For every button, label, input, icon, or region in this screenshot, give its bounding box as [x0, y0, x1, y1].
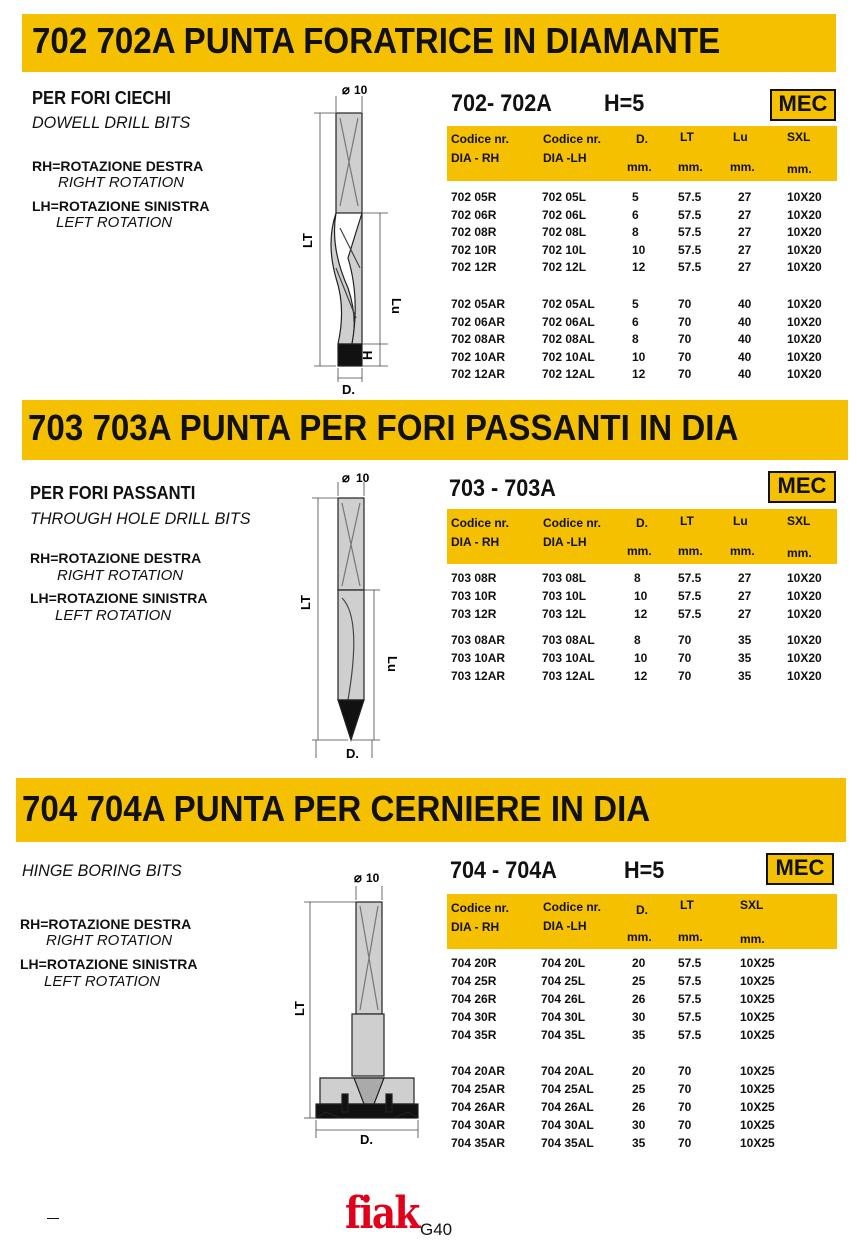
table-header-cell: Codice nr. [543, 516, 602, 530]
table-header-cell: mm. [787, 546, 812, 560]
table-cell: 57.5 [678, 242, 702, 257]
drawing-diameter-value: 10 [354, 83, 368, 97]
table-cell: 10X25 [740, 1010, 775, 1024]
table-cell: 703 10L [542, 589, 587, 603]
table-cell: 704 30R [451, 1010, 497, 1024]
table-cell: 10 [634, 651, 648, 665]
page-number: G40 [420, 1220, 453, 1239]
drawing-diameter-label: ⌀ [354, 870, 362, 885]
table-cell: 704 30AR [451, 1118, 506, 1132]
table-cell: 10X20 [787, 242, 822, 257]
table-header-cell: mm. [627, 544, 652, 558]
section-703-drill-drawing [290, 468, 410, 768]
table-header-cell: mm. [730, 544, 755, 558]
drawing-d-label: D. [342, 382, 355, 397]
table-header-cell: DIA - RH [451, 535, 500, 549]
table-cell: 70 [678, 1082, 692, 1096]
table-cell: 10X25 [740, 974, 775, 988]
table-cell: 26 [632, 1100, 646, 1114]
table-cell: 10X25 [740, 1028, 775, 1042]
table-cell: 704 20AR [451, 1064, 506, 1078]
table-cell: 8 [632, 332, 639, 346]
table-header-cell: mm. [787, 162, 812, 176]
section-702-lh-en: LEFT ROTATION [56, 214, 173, 231]
table-cell: 40 [738, 349, 752, 364]
table-cell: 704 30L [541, 1010, 586, 1024]
table-cell: 10X20 [787, 332, 822, 346]
table-cell: 10X20 [787, 571, 822, 585]
drawing-diameter-label: ⌀ [342, 82, 350, 97]
table-cell: 703 12AL [542, 669, 595, 683]
table-cell: 10X20 [787, 367, 822, 381]
table-cell: 35 [632, 1028, 646, 1042]
section-704-h-label: H=5 [624, 857, 665, 884]
table-cell: 57.5 [678, 607, 702, 621]
section-703-lh-it: LH=ROTAZIONE SINISTRA [30, 590, 208, 606]
table-cell: 703 08R [451, 571, 497, 585]
table-cell: 27 [738, 607, 752, 621]
section-704-rh-it: RH=ROTAZIONE DESTRA [20, 916, 192, 932]
table-cell: 70 [678, 332, 692, 346]
table-cell: 10X20 [787, 633, 822, 647]
section-704-title: 704 704A PUNTA PER CERNIERE IN DIA [22, 788, 651, 829]
section-704-table-title: 704 - 704A [450, 857, 557, 884]
table-header-cell: mm. [740, 932, 765, 946]
table-cell: 70 [678, 297, 692, 311]
table-cell: 57.5 [678, 1010, 702, 1024]
table-cell: 40 [738, 314, 752, 329]
table-cell: 704 25L [541, 974, 586, 988]
table-header-cell: SXL [787, 514, 811, 528]
table-header-cell: DIA - RH [451, 920, 500, 934]
table-cell: 10X20 [787, 207, 822, 222]
drawing-lu-label: Lu [385, 656, 400, 672]
table-cell: 10X25 [740, 1064, 775, 1078]
section-704-lh-en: LEFT ROTATION [44, 973, 161, 990]
table-cell: 703 12L [542, 607, 587, 621]
table-cell: 10X25 [740, 956, 775, 970]
table-cell: 702 10AR [451, 349, 506, 364]
table-header-cell: Codice nr. [451, 516, 510, 530]
table-cell: 704 20AL [541, 1064, 594, 1078]
section-704-desc-en: HINGE BORING BITS [22, 861, 182, 880]
table-cell: 40 [738, 367, 752, 381]
table-cell: 704 25AR [451, 1082, 506, 1096]
table-cell: 35 [632, 1136, 646, 1150]
section-704-lh-it: LH=ROTAZIONE SINISTRA [20, 956, 198, 972]
fiak-logo: fiak [345, 1188, 419, 1239]
table-header-cell: mm. [678, 930, 703, 944]
section-703-desc-it: PER FORI PASSANTI [30, 483, 196, 503]
table-cell: 10X25 [740, 1118, 775, 1132]
table-cell: 27 [738, 589, 752, 603]
section-702-desc-it: PER FORI CIECHI [32, 88, 171, 108]
table-cell: 70 [678, 651, 692, 665]
table-cell: 8 [634, 571, 641, 585]
table-cell: 10X20 [787, 349, 822, 364]
table-cell: 703 10AL [542, 651, 595, 665]
table-header-cell: mm. [678, 544, 703, 558]
table-cell: 10X20 [787, 669, 822, 683]
table-cell: 35 [738, 651, 752, 665]
table-header-cell: mm. [627, 160, 652, 174]
table-header-cell: DIA -LH [543, 151, 587, 165]
table-header-cell: Codice nr. [451, 132, 510, 146]
table-header-cell: DIA -LH [543, 919, 587, 933]
table-header-cell: DIA -LH [543, 535, 587, 549]
section-704-mec-badge: MEC [766, 853, 834, 885]
table-cell: 70 [678, 1136, 692, 1150]
table-cell: 10X25 [740, 1136, 775, 1150]
table-cell: 70 [678, 349, 692, 364]
table-cell: 40 [738, 297, 752, 311]
table-header-cell: SXL [740, 898, 764, 912]
drawing-lu-label: Lu [389, 298, 404, 314]
table-cell: 10X20 [787, 260, 822, 274]
table-header-cell: mm. [627, 930, 652, 944]
table-cell: 27 [738, 260, 752, 274]
drawing-h-label: H [360, 350, 375, 360]
table-cell: 10 [632, 349, 646, 364]
table-cell: 702 10AL [542, 349, 595, 364]
table-cell: 10X25 [740, 1100, 775, 1114]
table-cell: 27 [738, 242, 752, 257]
table-cell: 12 [632, 367, 646, 381]
table-cell: 704 25R [451, 974, 497, 988]
table-cell: 57.5 [678, 956, 702, 970]
section-703-title: 703 703A PUNTA PER FORI PASSANTI IN DIA [28, 407, 739, 448]
table-cell: 25 [632, 1082, 646, 1096]
table-cell: 704 25AL [541, 1082, 594, 1096]
table-cell: 10X20 [787, 589, 822, 603]
table-cell: 57.5 [678, 974, 702, 988]
table-header-cell: Codice nr. [451, 901, 510, 915]
table-cell: 702 12AR [451, 367, 506, 381]
table-cell: 702 06AR [451, 314, 506, 329]
table-cell: 702 12AL [542, 367, 595, 381]
table-header-cell: mm. [730, 160, 755, 174]
table-header-cell: Lu [733, 514, 748, 528]
table-cell: 702 05R [451, 190, 497, 204]
table-cell: 703 08AR [451, 633, 506, 647]
table-cell: 27 [738, 571, 752, 585]
table-header-cell: LT [680, 514, 694, 528]
table-cell: 57.5 [678, 207, 702, 222]
table-header-cell: mm. [678, 160, 703, 174]
table-cell: 10X20 [787, 225, 822, 239]
table-cell: 702 08R [451, 225, 497, 239]
table-cell: 57.5 [678, 571, 702, 585]
table-header-cell: D. [636, 903, 648, 917]
table-cell: 8 [634, 633, 641, 647]
table-cell: 57.5 [678, 589, 702, 603]
table-header-cell: LT [680, 898, 694, 912]
table-cell: 702 05AR [451, 297, 506, 311]
table-cell: 57.5 [678, 190, 702, 204]
section-702-table-title: 702- 702A [451, 90, 552, 117]
table-cell: 20 [632, 956, 646, 970]
table-cell: 703 08L [542, 571, 587, 585]
table-cell: 10X25 [740, 1082, 775, 1096]
table-cell: 10X20 [787, 190, 822, 204]
table-cell: 703 10R [451, 589, 497, 603]
table-cell: 704 20L [541, 956, 586, 970]
table-cell: 30 [632, 1118, 646, 1132]
table-cell: 70 [678, 1118, 692, 1132]
table-cell: 702 05AL [542, 297, 595, 311]
drawing-d-label: D. [360, 1132, 373, 1147]
table-cell: 702 06L [542, 207, 587, 222]
table-cell: 10X20 [787, 314, 822, 329]
table-cell: 57.5 [678, 225, 702, 239]
table-cell: 10 [632, 242, 646, 257]
table-cell: 6 [632, 207, 639, 222]
section-703-mec-badge: MEC [768, 471, 836, 503]
table-cell: 702 05L [542, 190, 587, 204]
table-cell: 10X20 [787, 297, 822, 311]
drawing-diameter-value: 10 [366, 871, 380, 885]
table-cell: 703 12AR [451, 669, 506, 683]
section-703-lh-en: LEFT ROTATION [55, 607, 172, 624]
table-cell: 35 [738, 633, 752, 647]
section-703-rh-it: RH=ROTAZIONE DESTRA [30, 550, 202, 566]
table-cell: 70 [678, 314, 692, 329]
table-cell: 703 08AL [542, 633, 595, 647]
table-cell: 12 [634, 607, 648, 621]
table-cell: 27 [738, 190, 752, 204]
table-header-cell: Lu [733, 130, 748, 144]
table-cell: 26 [632, 992, 646, 1006]
table-cell: 703 10AR [451, 651, 506, 665]
table-cell: 10X20 [787, 651, 822, 665]
section-704-drill-drawing [290, 866, 430, 1156]
table-cell: 70 [678, 1064, 692, 1078]
table-cell: 10X20 [787, 607, 822, 621]
table-cell: 704 30AL [541, 1118, 594, 1132]
section-702-h-label: H=5 [604, 90, 645, 117]
table-cell: 27 [738, 207, 752, 222]
section-702-rh-it: RH=ROTAZIONE DESTRA [32, 158, 204, 174]
table-cell: 70 [678, 1100, 692, 1114]
table-cell: 8 [632, 225, 639, 239]
table-header-cell: LT [680, 130, 694, 144]
table-cell: 20 [632, 1064, 646, 1078]
drawing-diameter-value: 10 [356, 471, 370, 485]
table-cell: 704 26AL [541, 1100, 594, 1114]
table-cell: 704 26R [451, 992, 497, 1006]
table-cell: 702 10L [542, 242, 587, 257]
section-702-lh-it: LH=ROTAZIONE SINISTRA [32, 198, 210, 214]
table-cell: 702 08AL [542, 332, 595, 346]
section-702-desc-en: DOWELL DRILL BITS [32, 113, 191, 132]
table-cell: 5 [632, 190, 639, 204]
table-cell: 57.5 [678, 1028, 702, 1042]
drawing-diameter-label: ⌀ [342, 470, 350, 485]
table-cell: 704 26AR [451, 1100, 506, 1114]
drawing-lt-label: LT [300, 233, 315, 248]
table-cell: 40 [738, 332, 752, 346]
table-cell: 704 20R [451, 956, 497, 970]
table-cell: 702 06AL [542, 314, 595, 329]
section-702-title: 702 702A PUNTA FORATRICE IN DIAMANTE [32, 20, 721, 61]
table-cell: 703 12R [451, 607, 497, 621]
table-cell: 702 10R [451, 242, 497, 257]
table-cell: 70 [678, 633, 692, 647]
table-cell: 35 [738, 669, 752, 683]
table-cell: 6 [632, 314, 639, 329]
table-cell: 702 12R [451, 260, 497, 274]
table-header-cell: SXL [787, 130, 811, 144]
table-cell: 30 [632, 1010, 646, 1024]
table-cell: 57.5 [678, 260, 702, 274]
section-702-drill-drawing [290, 78, 410, 398]
table-cell: 704 35AR [451, 1136, 506, 1150]
drawing-d-label: D. [346, 746, 359, 761]
table-cell: 704 35R [451, 1028, 497, 1042]
table-cell: 704 26L [541, 992, 586, 1006]
table-header-cell: Codice nr. [543, 132, 602, 146]
section-703-desc-en: THROUGH HOLE DRILL BITS [30, 509, 251, 528]
table-cell: 70 [678, 367, 692, 381]
table-cell: 702 08L [542, 225, 587, 239]
table-cell: 704 35AL [541, 1136, 594, 1150]
drawing-lt-label: LT [292, 1001, 307, 1016]
table-cell: 702 08AR [451, 332, 506, 346]
table-header-cell: Codice nr. [543, 900, 602, 914]
section-703-table-title: 703 - 703A [449, 475, 556, 502]
drawing-lt-label: LT [298, 595, 313, 610]
table-cell: 702 06R [451, 207, 497, 222]
table-header-cell: D. [636, 132, 648, 146]
table-cell: 5 [632, 297, 639, 311]
table-header-cell: D. [636, 516, 648, 530]
table-cell: 57.5 [678, 992, 702, 1006]
footer-mark [47, 1218, 59, 1219]
table-cell: 702 12L [542, 260, 587, 274]
table-cell: 70 [678, 669, 692, 683]
section-704-rh-en: RIGHT ROTATION [46, 932, 173, 949]
table-cell: 10X25 [740, 992, 775, 1006]
table-header-cell: DIA - RH [451, 151, 500, 165]
section-703-rh-en: RIGHT ROTATION [57, 567, 184, 584]
section-702-mec-badge: MEC [770, 89, 836, 121]
table-cell: 27 [738, 225, 752, 239]
table-cell: 12 [632, 260, 646, 274]
table-cell: 12 [634, 669, 648, 683]
table-cell: 10 [634, 589, 648, 603]
table-cell: 25 [632, 974, 646, 988]
table-cell: 704 35L [541, 1028, 586, 1042]
section-702-rh-en: RIGHT ROTATION [58, 174, 185, 191]
